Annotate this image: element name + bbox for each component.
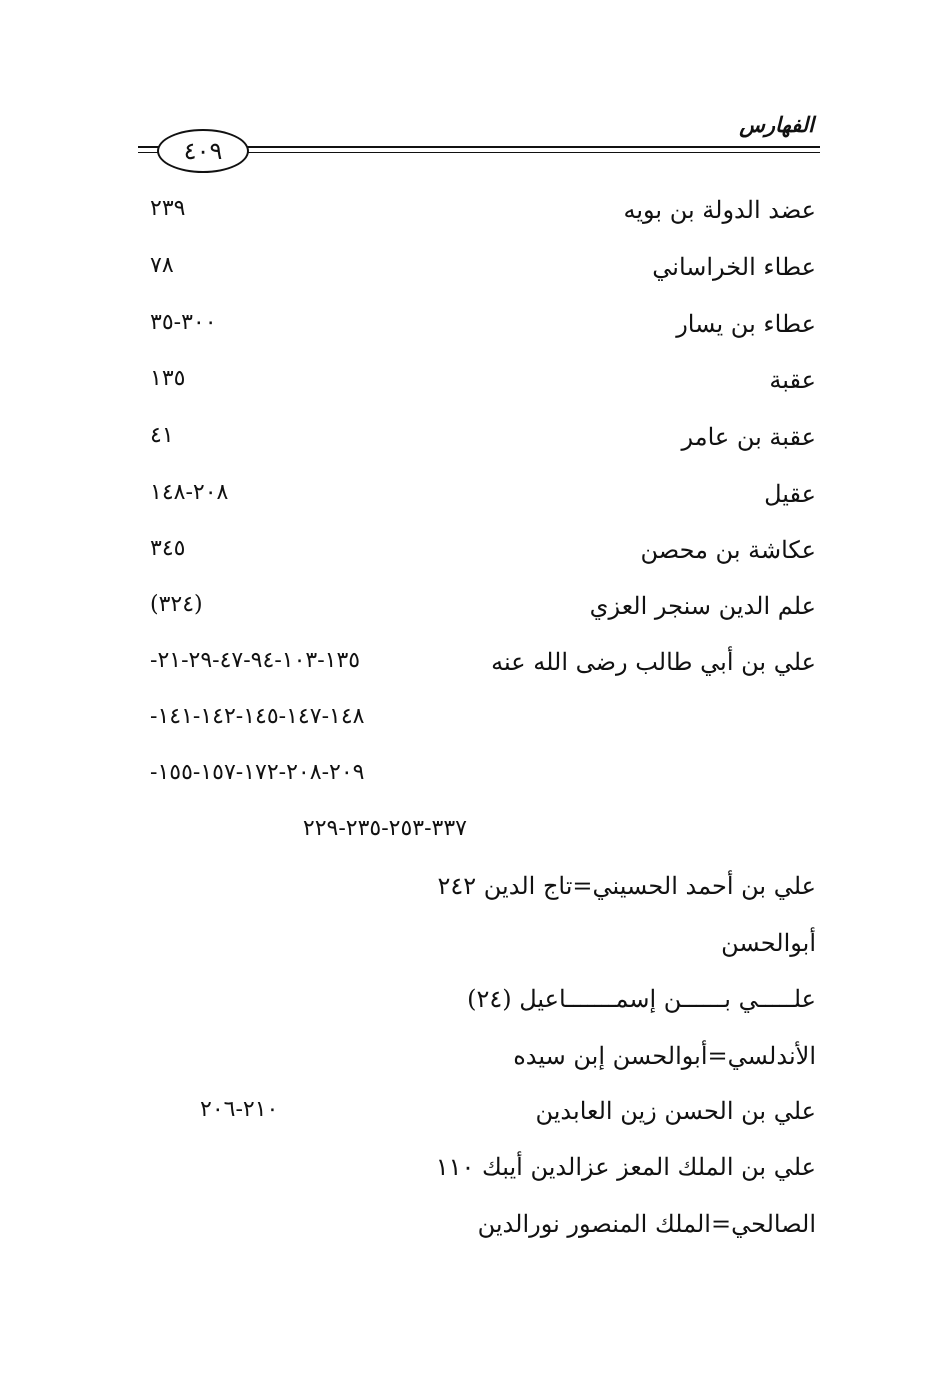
running-header-title: الفهارس — [739, 112, 814, 137]
index-line-text: علي بن أحمد الحسيني=تاج الدين ٢٤٢ — [437, 872, 816, 900]
entry-name: علم الدين سنجر العزي — [589, 592, 816, 620]
entry-name: عقيل — [764, 480, 816, 508]
continuation-pages: ٣٣٧-٢٥٣-٢٣٥-٢٢٩ — [302, 816, 467, 841]
entry-name: عطاء بن يسار — [676, 310, 816, 338]
entry-name: عكاشة بن محصن — [640, 536, 816, 564]
entry-pages: ٣٠٠-٣٥ — [150, 310, 217, 335]
pages-continuation — [0, 704, 944, 744]
entry-pages: ١٣٥ — [150, 366, 186, 391]
index-line — [0, 1210, 944, 1250]
entry-pages: ٧٨ — [150, 253, 174, 278]
index-line — [0, 1153, 944, 1193]
index-line-text: علـــــي بــــــن إسمـــــــاعيل (٢٤) — [467, 985, 816, 1013]
entry-name: عضد الدولة بن بويه — [623, 196, 816, 224]
index-line — [0, 929, 944, 969]
index-line-text: الصالحي=الملك المنصور نورالدين — [477, 1210, 816, 1238]
pages-continuation — [0, 816, 944, 856]
page-number-oval — [157, 129, 249, 173]
index-line — [0, 1042, 944, 1082]
entry-name: عقبة — [769, 366, 816, 394]
page-number: ٤٠٩ — [183, 137, 223, 165]
entry-name: عقبة بن عامر — [681, 423, 816, 451]
index-entry — [0, 196, 944, 236]
index-entry — [0, 253, 944, 293]
entry-pages: ٢٠٨-١٤٨ — [150, 480, 229, 505]
index-entry — [0, 310, 944, 350]
index-line — [0, 985, 944, 1025]
entry-name: علي بن أبي طالب رضى الله عنه — [491, 648, 816, 676]
entry-pages: ٤١ — [150, 423, 174, 448]
index-entry — [0, 1097, 944, 1137]
entry-pages: ١٣٥-١٠٣-٩٤-٤٧-٢٩-٢١- — [150, 648, 361, 673]
index-entry — [0, 423, 944, 463]
entry-pages: ٣٤٥ — [150, 536, 186, 561]
entry-name: عطاء الخراساني — [652, 253, 816, 281]
index-entry — [0, 480, 944, 520]
continuation-pages: ١٤٨-١٤٧-١٤٥-١٤٢-١٤١- — [150, 704, 365, 729]
entry-pages: ٢١٠-٢٠٦ — [200, 1097, 279, 1122]
index-line — [0, 872, 944, 912]
index-entry — [0, 592, 944, 632]
index-entry — [0, 648, 944, 688]
entry-name: علي بن الحسن زين العابدين — [535, 1097, 816, 1125]
continuation-pages: ٢٠٩-٢٠٨-١٧٢-١٥٧-١٥٥- — [150, 760, 365, 785]
index-entry — [0, 366, 944, 406]
index-line-text: الأندلسي=أبوالحسن إبن سيده — [513, 1042, 816, 1070]
entry-pages: ٢٣٩ — [150, 196, 186, 221]
entry-pages: (٣٢٤) — [150, 592, 203, 617]
index-line-text: أبوالحسن — [721, 929, 816, 957]
index-line-text: علي بن الملك المعز عزالدين أيبك ١١٠ — [435, 1153, 816, 1181]
pages-continuation — [0, 760, 944, 800]
index-entry — [0, 536, 944, 576]
